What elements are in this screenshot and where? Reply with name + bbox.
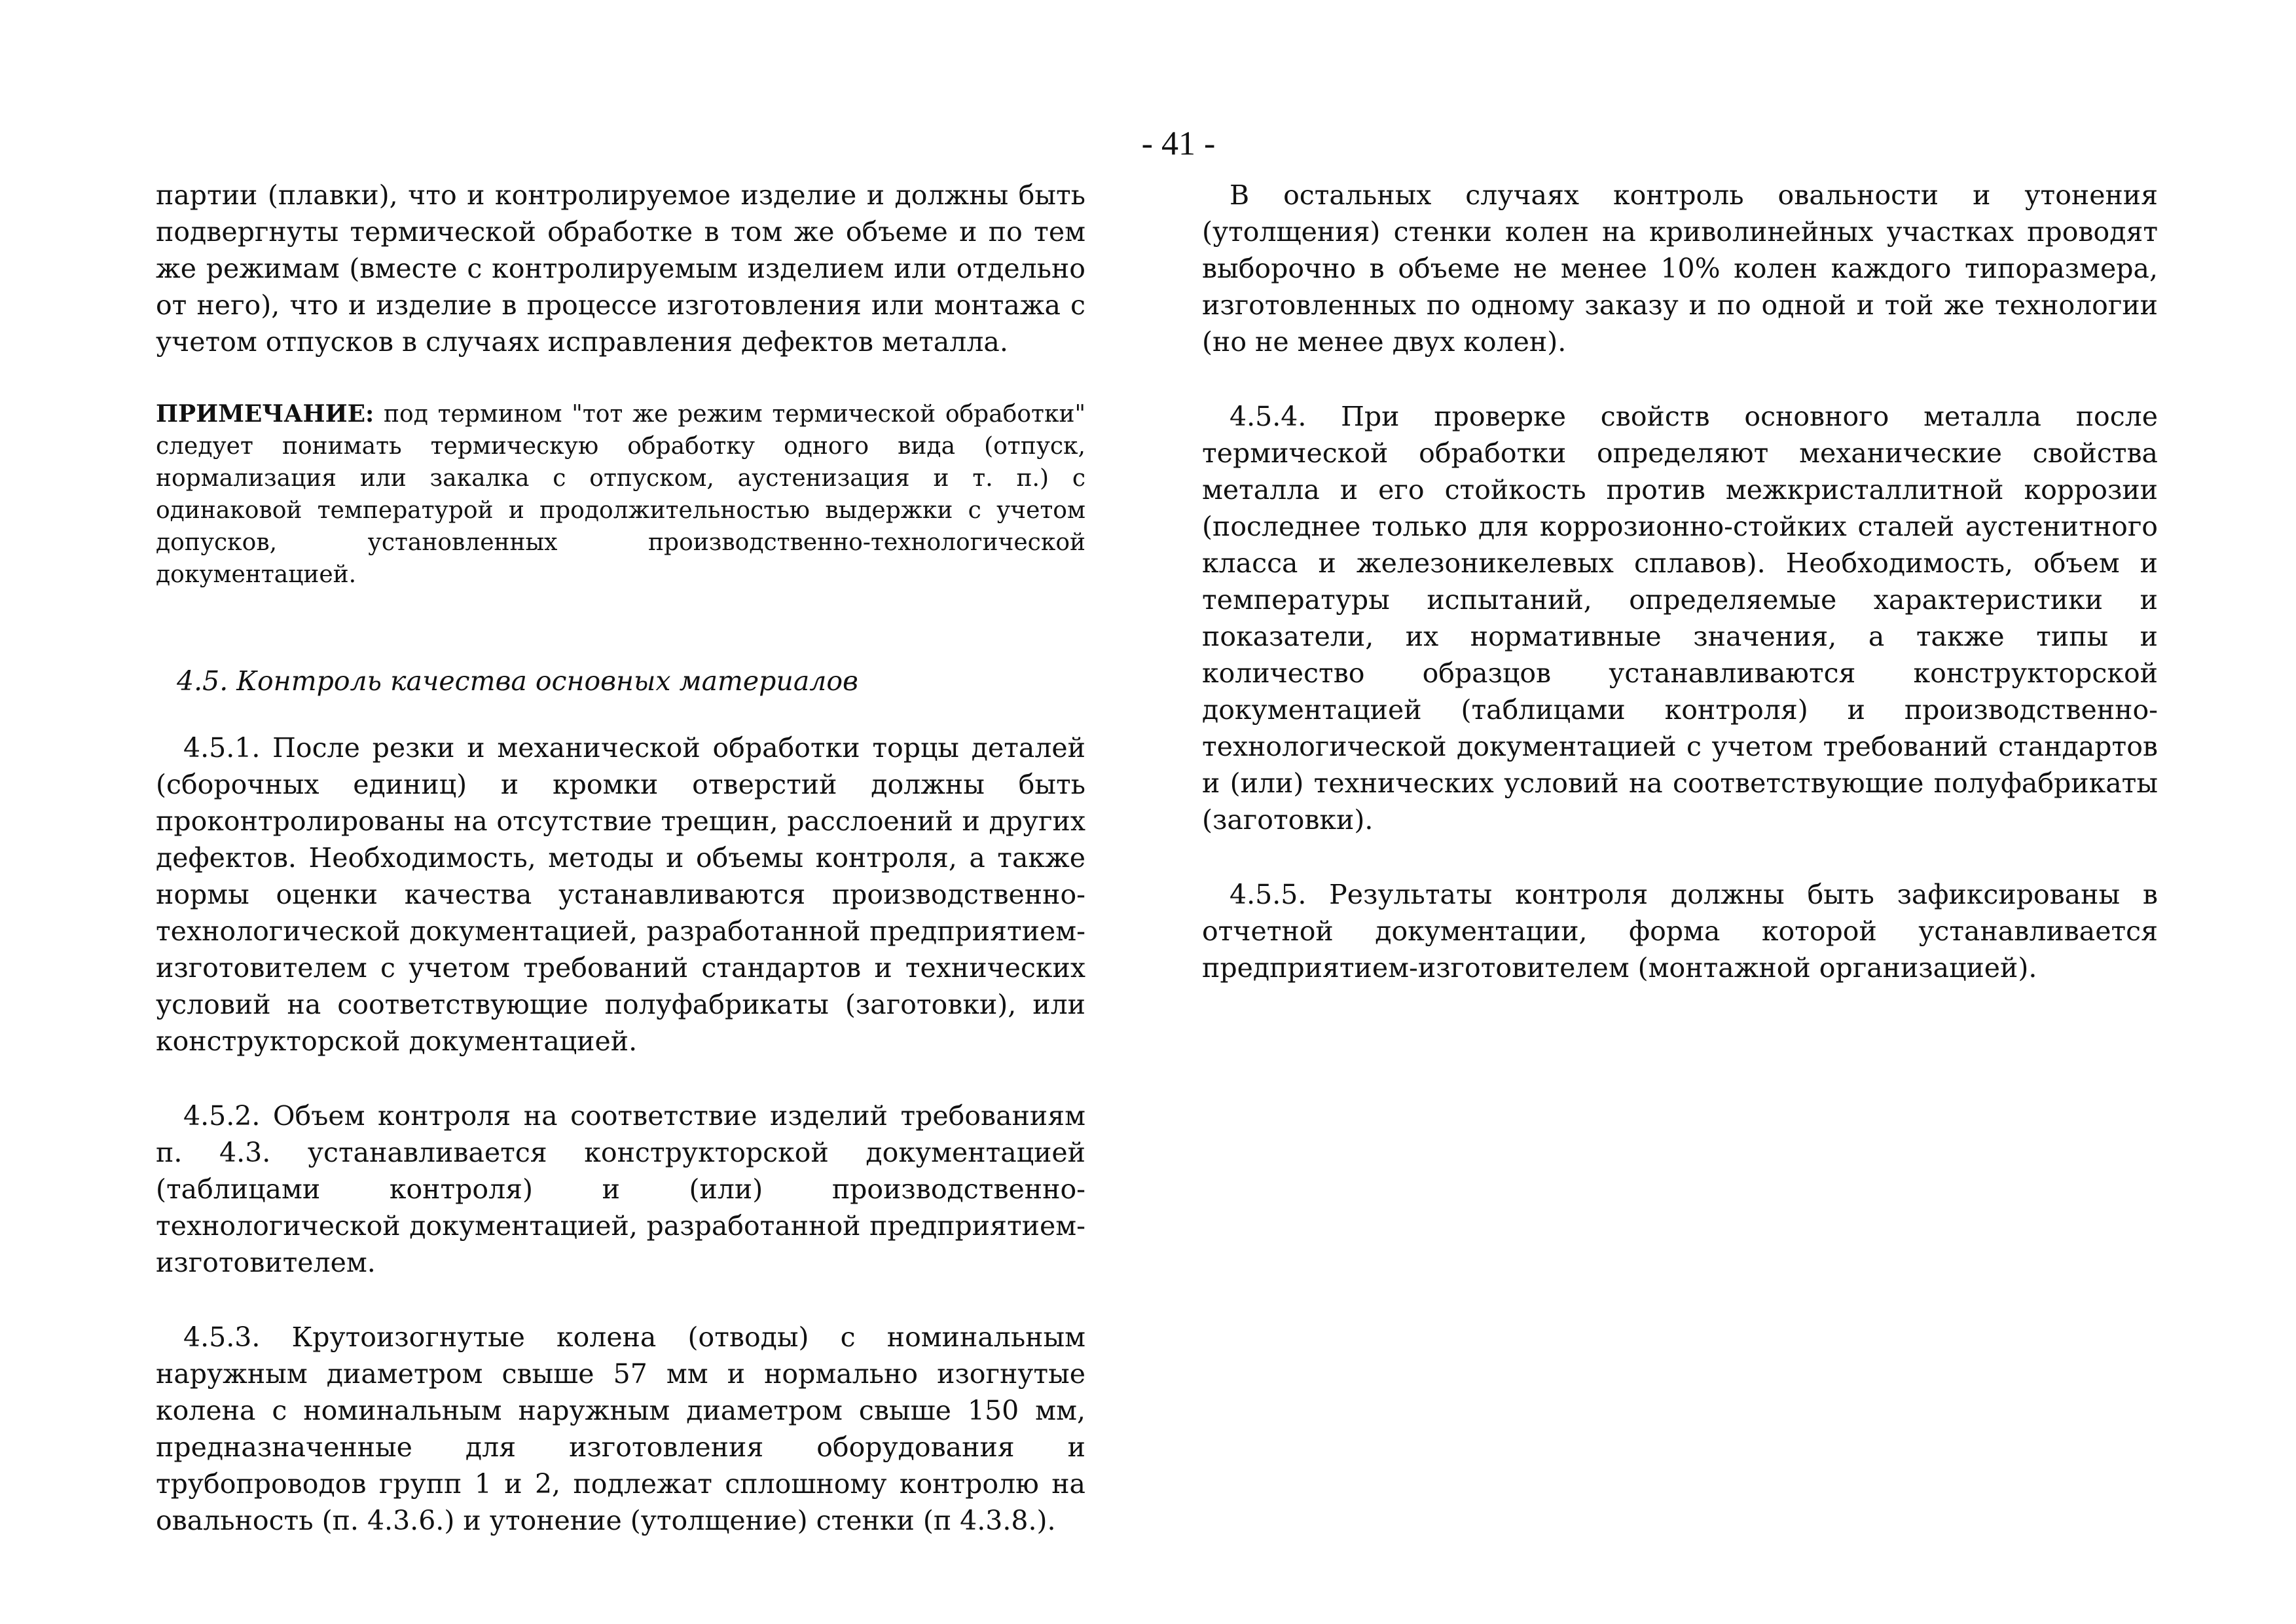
paragraph-continuation-right: В остальных случаях контроль овальности и утонения (утолщения) стенки колен на криволинейных участках проводят выборочно в объеме не менее 10% колен каждого типоразмера, изготовленных по одному заказу и по одной и той же технологии (но не менее двух колен). xyxy=(1202,179,2158,358)
paragraph-4-5-4: 4.5.4. При проверке свойств основного металла после термической обработки определяют механические свойства металла и его стойкость против межкристаллитной коррозии (последнее только для коррозионно-стойких сталей аустенитного класса и железоникелевых сплавов). Необходимость, объем и температуры испытаний, определяемые характеристики и показатели, их нормативные значения, а также типы и количество образцов устанавливаются конструкторской документацией (таблицами контроля) и производственно-технологической документацией с учетом требований стандартов и (или) технических условий на соответствующие полуфабрикаты (заготовки). xyxy=(1202,401,2158,836)
note-label: ПРИМЕЧАНИЕ: xyxy=(156,400,374,428)
page-number: - 41 - xyxy=(1141,125,1216,162)
note-text: под термином "тот же режим термической обработки" следует понимать термическую обработку одного вида (отпуск, нормализация или закалка с отпуском, аустенизация и т. п.) с одинаковой температурой и продолжительностью выдержки с учетом допусков, установленных производственно-технологической документацией. xyxy=(156,401,1085,588)
paragraph-4-5-5: 4.5.5. Результаты контроля должны быть зафиксированы в отчетной документации, форма которой устанавливается предприятием-изготовителем (монтажной организацией). xyxy=(1202,879,2158,984)
paragraph-4-5-1: 4.5.1. После резки и механической обработки торцы деталей (сборочных единиц) и кромки отверстий должны быть проконтролированы на отсутствие трещин, расслоений и других дефектов. Необходимость, методы и объемы контроля, а также нормы оценки качества устанавливаются производственно-технологической документацией, разработанной предприятием-изготовителем с учетом требований стандартов и технических условий на соответствующие полуфабрикаты (заготовки), или конструкторской документацией. xyxy=(156,732,1085,1057)
paragraph-4-5-2: 4.5.2. Объем контроля на соответствие изделий требованиям п. 4.3. устанавливается конструкторской документацией (таблицами контроля) и (или) производственно-технологической документацией, разработанной предприятием-изготовителем. xyxy=(156,1100,1085,1278)
paragraph-continuation-left: партии (плавки), что и контролируемое изделие и должны быть подвергнуты термической обработке в том же объеме и по тем же режимам (вместе с контролируемым изделием или отдельно от него), что и изделие в процессе изготовления или монтажа с учетом отпусков в случаях исправления дефектов металла. xyxy=(156,179,1085,358)
note-paragraph xyxy=(156,398,1085,591)
paragraph-4-5-3: 4.5.3. Крутоизогнутые колена (отводы) с номинальным наружным диаметром свыше 57 мм и нормально изогнутые колена с номинальным наружным диаметром свыше 150 мм, предназначенные для изготовления оборудования и трубопроводов групп 1 и 2, подлежат сплошному контролю на овальность (п. 4.3.6.) и утонение (утолщение) стенки (п 4.3.8.). xyxy=(156,1321,1085,1536)
left-column xyxy=(156,177,1085,1539)
section-heading: 4.5. Контроль качества основных материалов xyxy=(177,665,858,697)
right-column xyxy=(1202,177,2158,986)
